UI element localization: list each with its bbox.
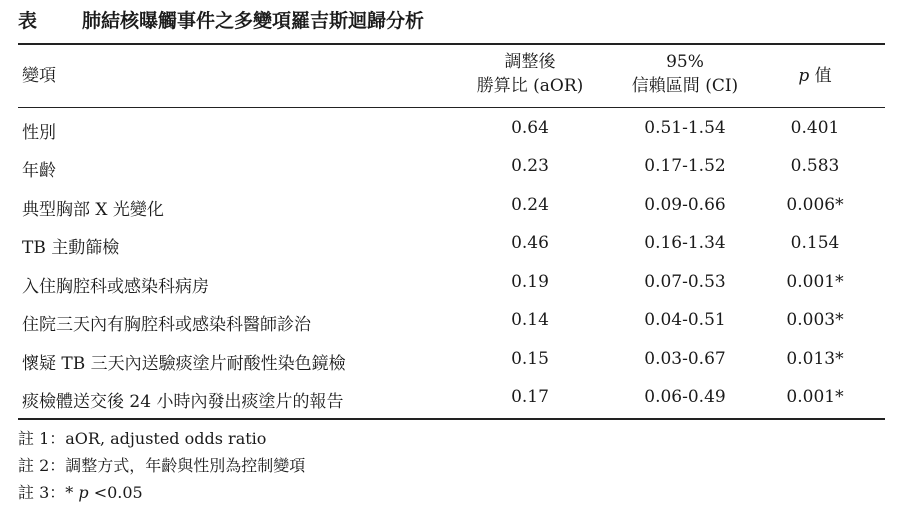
header-ci (610, 50, 760, 98)
row-p-value: 0.401 (790, 118, 840, 138)
row-ci: 0.51-1.54 (644, 118, 726, 138)
table-row (0, 187, 900, 225)
row-ci: 0.17-1.52 (644, 156, 726, 176)
header-aor-line2: 勝算比 (aOR) (476, 76, 584, 96)
footnote-1: 註 1：aOR, adjusted odds ratio (18, 429, 267, 448)
table-row (0, 379, 900, 417)
footnote-3 (18, 480, 143, 503)
table-row (0, 225, 900, 263)
header-variable: 變項 (22, 66, 56, 86)
row-aor: 0.46 (511, 233, 549, 253)
row-aor: 0.24 (511, 195, 549, 215)
row-variable: 痰檢體送交後 24 小時內發出痰塗片的報告 (22, 392, 344, 412)
row-aor: 0.64 (511, 118, 549, 138)
footnote-2: 註 2：調整方式，年齡與性別為控制變項 (18, 456, 306, 475)
row-variable: 懷疑 TB 三天內送驗痰塗片耐酸性染色鏡檢 (22, 354, 346, 374)
row-ci: 0.03-0.67 (644, 349, 726, 369)
header-ci-line2: 信賴區間 (CI) (631, 76, 739, 96)
row-aor: 0.15 (511, 349, 549, 369)
top-rule (18, 43, 885, 45)
footnote-3-suffix: <0.05 (88, 483, 143, 502)
row-aor: 0.14 (511, 310, 549, 330)
table-row (0, 110, 900, 148)
header-p-suffix: 值 (809, 66, 832, 86)
row-variable: 典型胸部 X 光變化 (22, 200, 164, 220)
table-row (0, 148, 900, 186)
row-variable: TB 主動篩檢 (22, 238, 120, 258)
row-p-value: 0.013* (786, 349, 844, 369)
row-p-value: 0.001* (786, 387, 844, 407)
header-aor-line1: 調整後 (504, 52, 556, 72)
row-variable: 年齡 (22, 161, 56, 181)
header-rule (18, 107, 885, 108)
table-title (18, 6, 424, 33)
row-aor: 0.17 (511, 387, 549, 407)
bottom-rule (18, 418, 885, 420)
row-ci: 0.16-1.34 (644, 233, 726, 253)
row-aor: 0.23 (511, 156, 549, 176)
row-variable: 性別 (22, 123, 56, 143)
header-aor (455, 50, 605, 98)
row-variable: 入住胸腔科或感染科病房 (22, 277, 209, 297)
row-ci: 0.09-0.66 (644, 195, 726, 215)
row-p-value: 0.001* (786, 272, 844, 292)
table-label: 表 (18, 10, 38, 32)
header-p-value (760, 64, 870, 88)
row-p-value: 0.154 (790, 233, 840, 253)
row-ci: 0.07-0.53 (644, 272, 726, 292)
table-title-text: 肺結核曝觸事件之多變項羅吉斯迴歸分析 (82, 10, 425, 32)
header-ci-line1: 95% (666, 52, 704, 72)
footnote-3-italic: p (78, 483, 89, 502)
row-ci: 0.06-0.49 (644, 387, 726, 407)
row-p-value: 0.003* (786, 310, 844, 330)
row-aor: 0.19 (511, 272, 549, 292)
row-p-value: 0.583 (790, 156, 840, 176)
footnote-3-prefix: 註 3：* (18, 483, 79, 502)
table-row (0, 302, 900, 340)
table-row (0, 264, 900, 302)
header-p-italic: p (798, 66, 810, 86)
table-row (0, 341, 900, 379)
row-ci: 0.04-0.51 (644, 310, 726, 330)
row-variable: 住院三天內有胸腔科或感染科醫師診治 (22, 315, 311, 335)
row-p-value: 0.006* (786, 195, 844, 215)
